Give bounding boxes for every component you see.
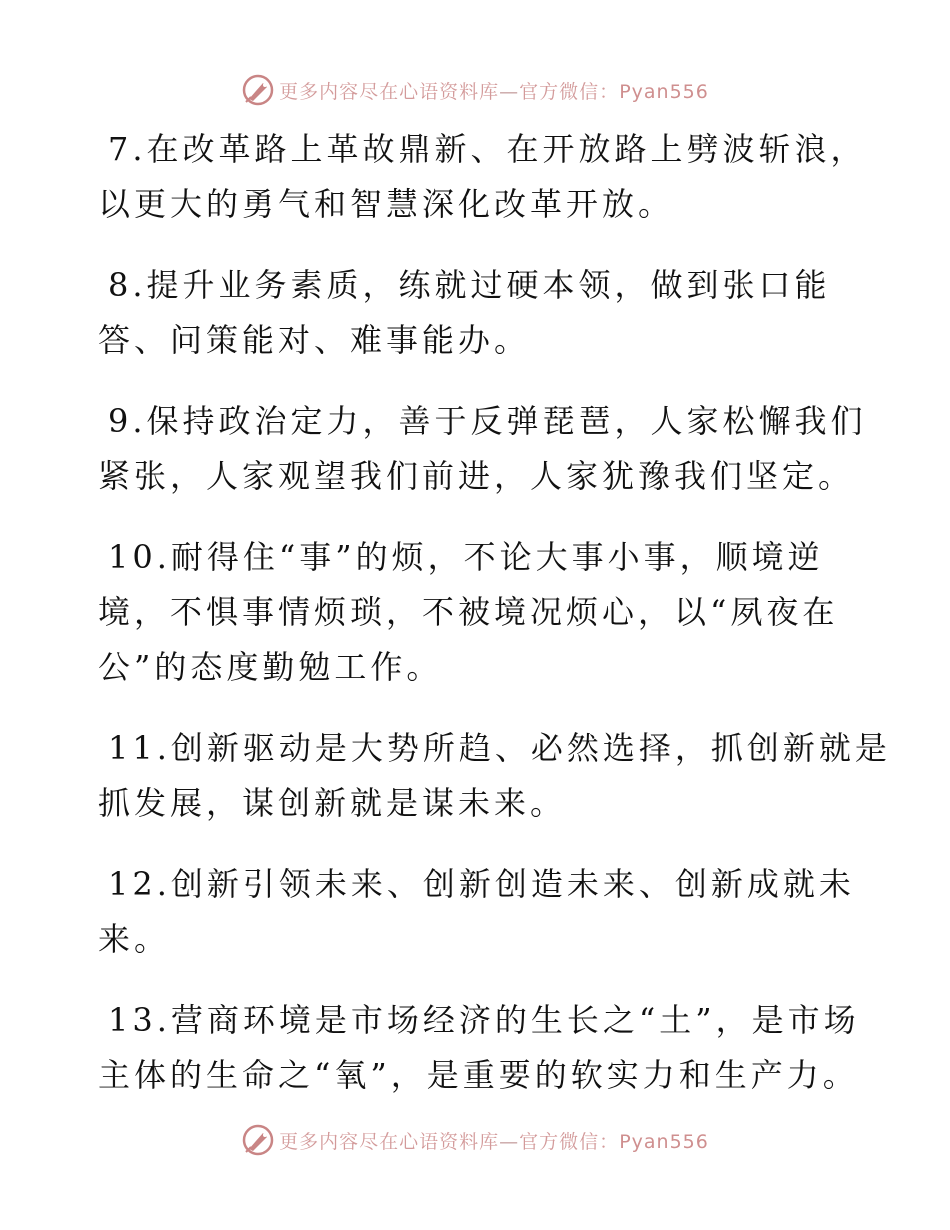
- item-line: 抓发展，谋创新就是谋未来。: [98, 784, 567, 822]
- item-line: 10.耐得住“事”的烦，不论大事小事，顺境逆: [108, 538, 824, 576]
- list-item: [98, 258, 858, 368]
- item-line: 以更大的勇气和智慧深化改革开放。: [98, 185, 675, 223]
- item-line: 12.创新引领未来、创新创造未来、创新成就未: [108, 865, 855, 903]
- wechat-id: Pyan556: [619, 80, 709, 103]
- brand-name: 更多内容尽在心语资料库: [279, 1130, 500, 1153]
- list-item: [98, 394, 867, 504]
- wechat-label: 官方微信：: [519, 1130, 620, 1153]
- header-watermark-text: [279, 77, 709, 104]
- list-item: [98, 530, 858, 695]
- item-line: 境，不惧事情烦琐，不被境况烦心，以“夙夜在: [98, 593, 839, 631]
- list-item: [98, 857, 858, 967]
- banner-separator: —: [499, 80, 520, 103]
- wechat-label: 官方微信：: [519, 80, 620, 103]
- item-line: 答、问策能对、难事能办。: [98, 321, 531, 359]
- pen-nib-logo-icon: [241, 73, 275, 107]
- item-line: 11.创新驱动是大势所趋、必然选择，抓创新就是: [108, 729, 891, 767]
- item-line: 来。: [98, 920, 171, 958]
- pen-nib-logo-icon: [241, 1123, 275, 1157]
- item-line: 13.营商环境是市场经济的生长之“土”，是市场: [108, 1001, 860, 1039]
- item-line: 主体的生命之“氧”，是重要的软实力和生产力。: [98, 1056, 859, 1094]
- banner-separator: —: [499, 1130, 520, 1153]
- footer-watermark-text: [279, 1127, 709, 1154]
- list-item: [98, 721, 891, 831]
- item-line: 公”的态度勤勉工作。: [98, 648, 443, 686]
- item-line: 紧张，人家观望我们前进，人家犹豫我们坚定。: [98, 457, 855, 495]
- item-line: 8.提升业务素质，练就过硬本领，做到张口能: [108, 266, 831, 304]
- list-item: [98, 993, 858, 1103]
- document-body: [98, 122, 891, 1129]
- item-line: 9.保持政治定力，善于反弹琵琶，人家松懈我们: [108, 402, 867, 440]
- footer-watermark-banner: [0, 1120, 950, 1160]
- header-watermark-banner: [0, 70, 950, 110]
- wechat-id: Pyan556: [619, 1130, 709, 1153]
- item-line: 7.在改革路上革故鼎新、在开放路上劈波斩浪，: [108, 130, 867, 168]
- brand-name: 更多内容尽在心语资料库: [279, 80, 500, 103]
- list-item: [98, 122, 867, 232]
